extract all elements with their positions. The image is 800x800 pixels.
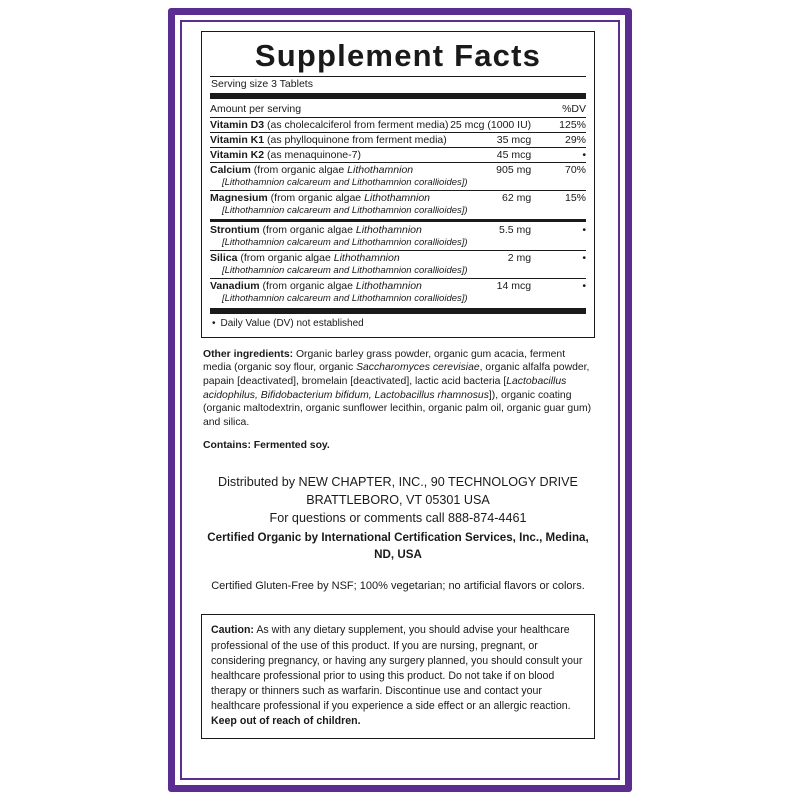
- nutrient-dv: •: [582, 251, 586, 264]
- nutrient-dv: 70%: [564, 163, 586, 176]
- table-header-row: [210, 102, 586, 117]
- caution-text: As with any dietary supplement, you should advise your healthcare professional of the use of this product. If you are nursing, pregnant, or considering pregnancy, or having any surgery planned, you should consult your healthcare professional prior to using this product. Do not take if on blood therapy or thinners such as warfarin. Discontinue use and contact your healthcare professional if you experience a side effect or an allergic reaction.: [211, 624, 583, 712]
- nutrient-name: Vitamin K1: [210, 133, 265, 146]
- nutrient-name: Calcium: [210, 163, 251, 176]
- other-ingredients-label: Other ingredients:: [203, 348, 294, 360]
- nutrient-species: [Lithothamnion calcareum and Lithothamnion corallioides]): [222, 204, 468, 216]
- nutrient-amount: 62 mg: [502, 191, 532, 204]
- nutrient-name: Vitamin K2: [210, 148, 265, 161]
- header-amount-per-serving: Amount per serving: [210, 102, 302, 115]
- other-ingredients-text-2: , organic alfalfa powder, papain [deactivated], bromelain [deactivated], lactic acid bacteria [: [203, 362, 590, 388]
- table-subrow: [210, 177, 586, 190]
- heavy-rule-bottom: [210, 308, 586, 314]
- table-row: [210, 251, 586, 265]
- nutrient-amount: 2 mg: [507, 251, 532, 264]
- nutrient-source: (from organic algae: [259, 279, 356, 292]
- nutrient-species: [Lithothamnion calcareum and Lithothamnion corallioides]): [222, 292, 468, 304]
- nutrient-source-italic: Lithothamnion: [355, 223, 422, 236]
- nutrient-species: [Lithothamnion calcareum and Lithothamnion corallioides]): [222, 236, 468, 248]
- other-ingredients: [203, 348, 593, 430]
- table-row: [210, 133, 586, 147]
- nutrition-table-secondary: [210, 223, 586, 306]
- distributor-line-1: Distributed by NEW CHAPTER, INC., 90 TECHNOLOGY DRIVE: [218, 474, 578, 489]
- table-row: [210, 163, 586, 177]
- nutrient-amount: 35 mcg: [496, 133, 532, 146]
- nutrition-table: [210, 102, 586, 218]
- table-subrow: [210, 237, 586, 250]
- nutrient-dv: •: [582, 279, 586, 292]
- table-subrow: [210, 265, 586, 278]
- supplement-facts-panel: [201, 31, 595, 338]
- nutrient-amount: 905 mg: [496, 163, 532, 176]
- header-percent-dv: %DV: [562, 102, 586, 115]
- title-rule: [210, 76, 586, 77]
- caution-label: Caution:: [211, 624, 254, 637]
- nutrient-source-italic: Lithothamnion: [364, 191, 431, 204]
- label-content: [201, 31, 595, 739]
- product-label-border: [168, 8, 632, 792]
- table-row: [210, 118, 586, 132]
- contains-statement: Contains: Fermented soy.: [203, 439, 330, 451]
- table-row: [210, 191, 586, 205]
- distribution-block: [201, 473, 595, 564]
- table-row: [210, 279, 586, 293]
- nutrient-dv: •: [582, 148, 586, 161]
- nutrient-name: Silica: [210, 251, 238, 264]
- nutrient-amount: 45 mcg: [496, 148, 532, 161]
- nutrient-source: (as menaquinone-7): [264, 148, 361, 161]
- header-amount-blank: [450, 102, 537, 117]
- nutrient-amount: 14 mcg: [496, 279, 532, 292]
- table-row: [210, 223, 586, 237]
- nutrient-dv: 15%: [564, 191, 586, 204]
- nutrient-source: (from organic algae: [259, 223, 356, 236]
- nutrient-source: (from organic algae: [237, 251, 334, 264]
- nutrient-source-italic: Lithothamnion: [333, 251, 400, 264]
- heavy-rule-top: [210, 93, 586, 99]
- bullet-symbol: •: [212, 317, 216, 329]
- nutrient-dv: 125%: [559, 118, 586, 131]
- certified-organic-line: Certified Organic by International Certification Services, Inc., Medina, ND, USA: [207, 530, 589, 562]
- nutrient-amount: 5.5 mg: [499, 223, 532, 236]
- nutrient-source: (from organic algae: [250, 163, 348, 176]
- nutrient-source: (from organic algae: [267, 191, 365, 204]
- nutrient-source-italic: Lithothamnion: [355, 279, 422, 292]
- other-ingredients-text-3: ]), organic coating (organic maltodextrin, organic sunflower lecithin, organic palm oil, organic guar gum) and silica.: [203, 389, 592, 429]
- nutrient-name: Vanadium: [210, 279, 260, 292]
- nutrient-source: (as cholecalciferol from ferment media): [264, 118, 449, 131]
- serving-size: Serving size 3 Tablets: [211, 77, 313, 90]
- nutrient-species: [Lithothamnion calcareum and Lithothamnion corallioides]): [222, 176, 468, 188]
- daily-value-note: [212, 318, 586, 329]
- distributor-line-2: BRATTLEBORO, VT 05301 USA: [306, 493, 490, 508]
- nutrient-name: Strontium: [210, 223, 260, 236]
- nutrient-name: Vitamin D3: [210, 118, 265, 131]
- other-ingredients-text-1: Organic barley grass powder, organic gum acacia, ferment media (organic soy flour, organic: [203, 348, 566, 374]
- supplement-facts-title: Supplement Facts: [254, 38, 542, 73]
- nutrient-amount: 25 mcg (1000 IU): [450, 118, 532, 131]
- table-row: [210, 148, 586, 162]
- nutrient-dv: •: [582, 223, 586, 236]
- caution-keep-out-of-reach: Keep out of reach of children.: [211, 714, 361, 727]
- table-subrow: [210, 293, 586, 306]
- table-subrow: [210, 205, 586, 218]
- nutrient-source-italic: Lithothamnion: [347, 163, 414, 176]
- nutrient-species: [Lithothamnion calcareum and Lithothamnion corallioides]): [222, 264, 468, 276]
- nutrient-dv: 29%: [564, 133, 586, 146]
- nutrient-source: (as phylloquinone from ferment media): [264, 133, 447, 146]
- nutrient-name: Magnesium: [210, 191, 268, 204]
- other-ingredients-italic-1: Saccharomyces cerevisiae: [356, 362, 480, 374]
- caution-box: [201, 614, 595, 738]
- rule-before-strontium: [210, 219, 586, 222]
- gluten-free-statement: Certified Gluten-Free by NSF; 100% vegetarian; no artificial flavors or colors.: [211, 580, 585, 593]
- daily-value-note-text: Daily Value (DV) not established: [220, 317, 364, 329]
- other-ingredients-italic-2: Lactobacillus acidophilus, Bifidobacterium bifidum, Lactobacillus rhamnosus: [203, 376, 567, 401]
- customer-phone-line: For questions or comments call 888-874-4461: [269, 511, 527, 526]
